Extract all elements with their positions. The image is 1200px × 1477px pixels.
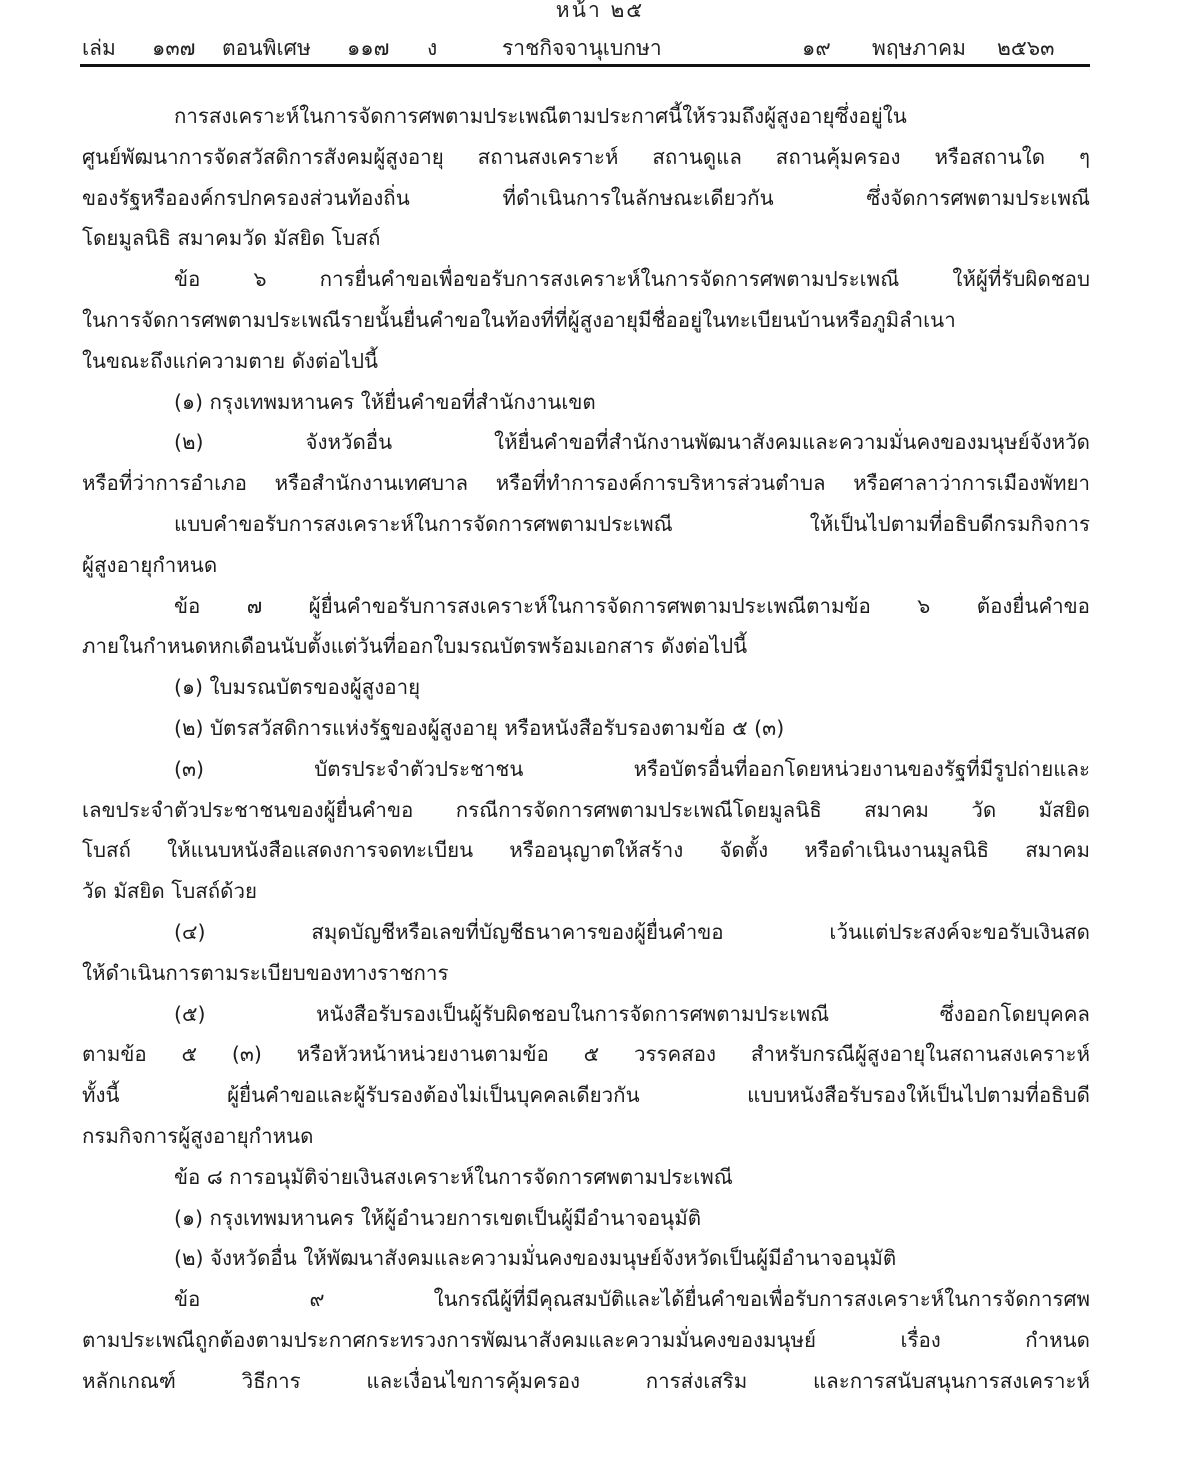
text-line: ผู้สูงอายุกำหนด [82,552,218,577]
text-line: กรมกิจการผู้สูงอายุกำหนด [82,1123,314,1148]
text-line: (๓) บัตรประจำตัวประชาชน หรือบัตรอื่นที่ออกโดยหน่วยงานของรัฐที่มีรูปถ่ายและ [174,756,1090,781]
text-line: ตามประเพณีถูกต้องตามประกาศกระทรวงการพัฒนาสังคมและความมั่นคงของมนุษย์ เรื่อง กำหนด [82,1327,1090,1352]
text-line: การสงเคราะห์ในการจัดการศพตามประเพณีตามประกาศนี้ให้รวมถึงผู้สูงอายุซึ่งอยู่ใน [174,104,907,128]
text-line: ข้อ ๖ การยื่นคำขอเพื่อขอรับการสงเคราะห์ในการจัดการศพตามประเพณี ให้ผู้ที่รับผิดชอบ [174,267,1090,292]
text-line: ในขณะถึงแก่ความตาย ดังต่อไปนี้ [82,348,378,373]
text-line: (๒) จังหวัดอื่น ให้พัฒนาสังคมและความมั่นคงของมนุษย์จังหวัดเป็นผู้มีอำนาจอนุมัติ [174,1246,897,1271]
volume-number: ๑๓๗ [152,36,196,60]
text-line: ตามข้อ ๕ (๓) หรือหัวหน้าหน่วยงานตามข้อ ๕ วรรคสอง สำหรับกรณีผู้สูงอายุในสถานสงเคราะห์ [82,1042,1090,1067]
text-line: หรือที่ว่าการอำเภอ หรือสำนักงานเทศบาล หรือที่ทำการองค์การบริหารส่วนตำบล หรือศาลาว่าการเมืองพัทยา [82,471,1090,496]
text-line: (๑) กรุงเทพมหานคร ให้ผู้อำนวยการเขตเป็นผู้มีอำนาจอนุมัติ [174,1205,702,1230]
text-line: ในการจัดการศพตามประเพณีรายนั้นยื่นคำขอในท้องที่ที่ผู้สูงอายุมีชื่ออยู่ในทะเบียนบ้านหรือภูมิลำเนา [82,307,956,332]
text-line: ข้อ ๗ ผู้ยื่นคำขอรับการสงเคราะห์ในการจัดการศพตามประเพณีตามข้อ ๖ ต้องยื่นคำขอ [174,593,1090,618]
text-line: (๑) ใบมรณบัตรของผู้สูงอายุ [174,675,421,700]
document-body [82,96,1090,1402]
text-line: ของรัฐหรือองค์กรปกครองส่วนท้องถิ่น ที่ดำเนินการในลักษณะเดียวกัน ซึ่งจัดการศพตามประเพณี [82,185,1090,210]
page-number: หน้า ๒๕ [555,0,645,22]
text-line: ข้อ ๘ การอนุมัติจ่ายเงินสงเคราะห์ในการจัดการศพตามประเพณี [174,1164,733,1189]
header-divider [80,64,1090,67]
text-line: ศูนย์พัฒนาการจัดสวัสดิการสังคมผู้สูงอายุ สถานสงเคราะห์ สถานดูแล สถานคุ้มครอง หรือสถานใด ๆ [82,144,1090,169]
issue-number: ๑๑๗ [347,36,390,60]
text-line: (๒) จังหวัดอื่น ให้ยื่นคำขอที่สำนักงานพัฒนาสังคมและความมั่นคงของมนุษย์จังหวัด [174,430,1090,455]
text-line: แบบคำขอรับการสงเคราะห์ในการจัดการศพตามประเพณี ให้เป็นไปตามที่อธิบดีกรมกิจการ [174,511,1090,536]
text-line: เลขประจำตัวประชาชนของผู้ยื่นคำขอ กรณีการจัดการศพตามประเพณีโดยมูลนิธิ สมาคม วัด มัสยิด [82,797,1090,822]
text-line: วัด มัสยิด โบสถ์ด้วย [82,879,257,904]
text-line: โดยมูลนิธิ สมาคมวัด มัสยิด โบสถ์ [82,226,381,251]
text-line: (๕) หนังสือรับรองเป็นผู้รับผิดชอบในการจัดการศพตามประเพณี ซึ่งออกโดยบุคคล [174,1001,1090,1026]
gazette-header [82,28,1090,62]
text-line: หลักเกณฑ์ วิธีการ และเงื่อนไขการคุ้มครอง การส่งเสริม และการสนับสนุนการสงเคราะห์ [82,1368,1090,1393]
date-year: ๒๕๖๓ [997,36,1055,60]
text-line: (๒) บัตรสวัสดิการแห่งรัฐของผู้สูงอายุ หรือหนังสือรับรองตามข้อ ๕ (๓) [174,715,785,740]
gazette-name: ราชกิจจานุเบกษา [502,36,662,60]
issue-label: ตอนพิเศษ [222,36,311,60]
issue-suffix: ง [427,36,438,60]
text-line: ข้อ ๙ ในกรณีผู้ที่มีคุณสมบัติและได้ยื่นคำขอเพื่อรับการสงเคราะห์ในการจัดการศพ [174,1287,1090,1312]
text-line: ภายในกำหนดหกเดือนนับตั้งแต่วันที่ออกใบมรณบัตรพร้อมเอกสาร ดังต่อไปนี้ [82,634,748,659]
text-line: (๑) กรุงเทพมหานคร ให้ยื่นคำขอที่สำนักงานเขต [174,389,596,414]
text-line: โบสถ์ ให้แนบหนังสือแสดงการจดทะเบียน หรืออนุญาตให้สร้าง จัดตั้ง หรือดำเนินงานมูลนิธิ สมาคม [82,838,1090,863]
text-line: ทั้งนี้ ผู้ยื่นคำขอและผู้รับรองต้องไม่เป็นบุคคลเดียวกัน แบบหนังสือรับรองให้เป็นไปตามที่อธิบดี [82,1083,1090,1108]
date-day: ๑๙ [802,36,831,60]
date-month: พฤษภาคม [872,36,966,60]
text-line: (๔) สมุดบัญชีหรือเลขที่บัญชีธนาคารของผู้ยื่นคำขอ เว้นแต่ประสงค์จะขอรับเงินสด [174,919,1090,944]
text-line: ให้ดำเนินการตามระเบียบของทางราชการ [82,960,449,985]
volume-label: เล่ม [82,36,116,60]
